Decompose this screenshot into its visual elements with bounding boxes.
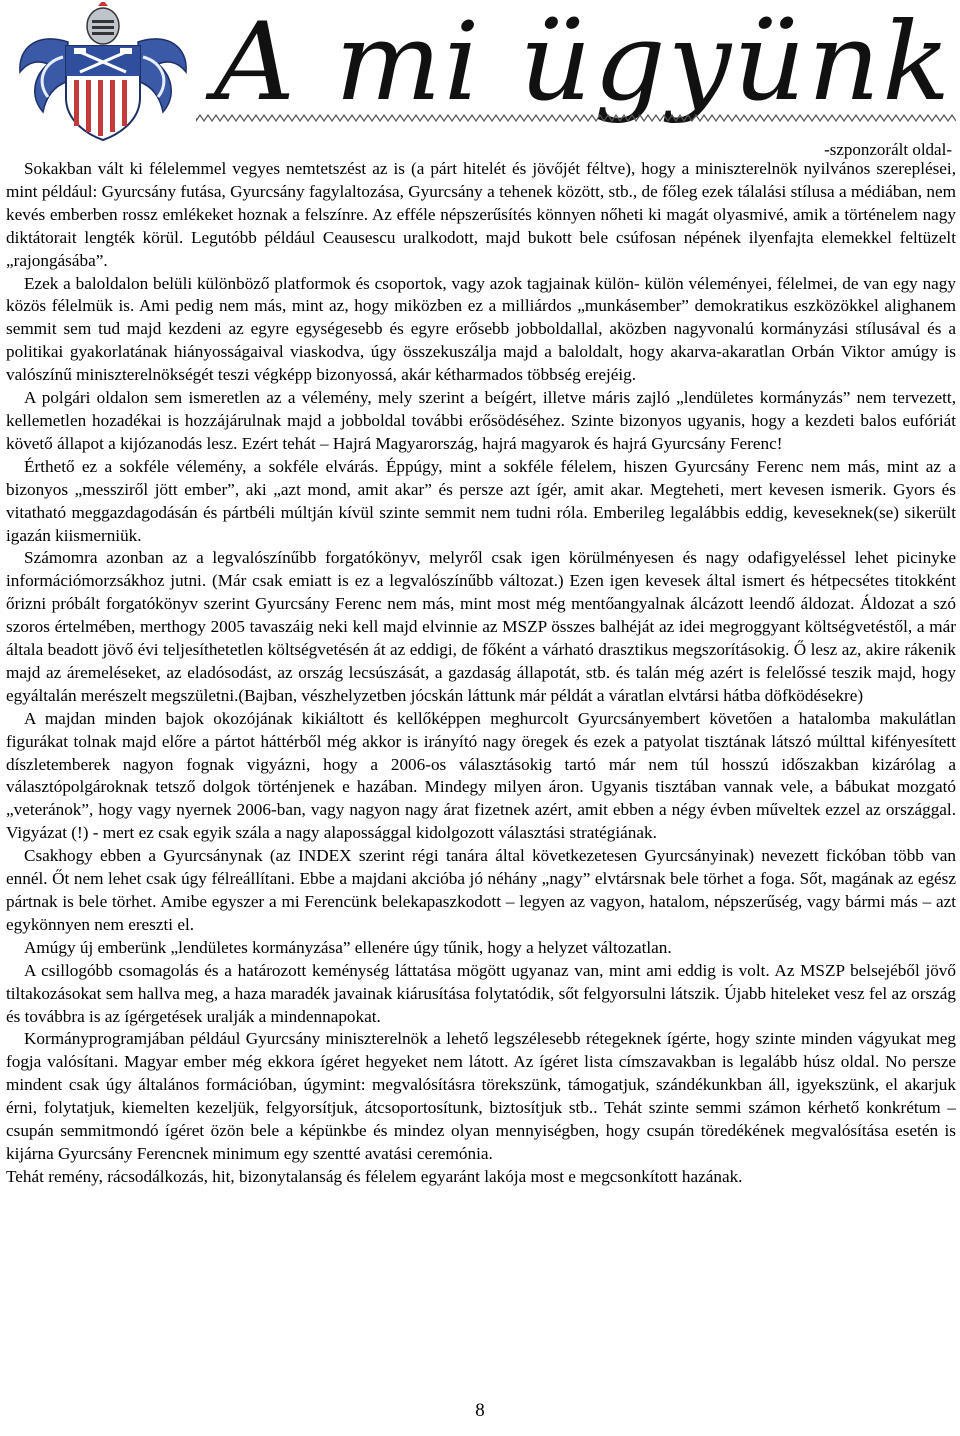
article-paragraph: Számomra azonban az a legvalószínűbb forgatókönyv, melyről csak igen körülményesen és nagy odafigyeléssel lehet picinyke információmorzsákhoz jutni. (Már csak emiatt is ez a legvalószínűbb változat.) Ezen igen kevesek által ismert és hétpecsétes titokként őrizni próbált forgatókönyv szerint Gyurcsány Ferenc nem más, mint most még mentőangyalnak álcázott leendő áldozat. Áldozat a szó szoros értelmében, merthogy 2005 tavaszáig neki kell majd elvinnie az MSZP összes balhéját az idei megroggyant költségvetéstől, a már általa beadott jövő évi teljesíthetetlen költségvetésén át az eddigi, de főként a várható drasztikus megszorításokig. Ő lesz az, akire rákenik majd az áremeléseket, az eladósodást, az ország lecsúszását, a gazdaság állapotát, stb. és talán még azért is felelőssé teszik majd, hogy egyáltalán merészelt megszületni.(Bajban, vészhelyzetben jócskán láttunk már példát a váratlan elvtársi hátba döfködésekre): [6, 548, 956, 705]
sponsored-label: -szponzorált oldal-: [824, 140, 952, 159]
article-body: [6, 158, 956, 1189]
article-paragraph: Csakhogy ebben a Gyurcsánynak (az INDEX szerint régi tanára által következetesen Gyurcsányinak) nevezett fickóban több van ennél. Őt nem lehet csak úgy félreállítani. Ebbe a majdani akcióba jó néhány „nagy” elvtársnak bele törhet a foga. Sőt, magának az egész pártnak is bele törhet. Amibe egyszer a mi Ferencünk belekapaszkodott – legyen az vagyon, hatalom, népszerűség, vagy bármi más – azt egykönnyen nem ereszti el.: [6, 846, 956, 934]
article-paragraph: Ezek a baloldalon belüli különböző platformok és csoportok, vagy azok tagjainak külön- külön véleményei, félelmei, de van egy nagy közös félelmük is. Ami pedig nem más, mint az, hogy miközben ez a milliárdos „munkásember” demokratikus eszközökkel alighanem semmit sem tud majd kezdeni az egyre egységesebb és egyre erősebb jobboldallal, aközben nagyvonalú kormányzási stílusával és a politikai gyakorlatának hiányosságaival viaskodva, úgy összekuszálja majd a baloldalt, hogy akarva-akaratlan Orbán Viktor amúgy is valószínű miniszterelnökségét teszi végképp bizonyossá, akár kétharmados többség erejéig.: [6, 273, 956, 385]
masthead-title: A mi ügyünk: [214, 0, 953, 125]
masthead-underline: [196, 114, 956, 122]
article-paragraph: Érthető ez a sokféle vélemény, a sokféle elvárás. Éppúgy, mint a sokféle félelem, hiszen Gyurcsány Ferenc nem más, mint az a bizonyos „messziről jött ember”, aki „azt mond, amit akar” és persze azt ígér, amit akar. Megteheti, mert kevesen ismerik. Gyors és vitatható meggazdagodásán és pártbéli múltján kívül szinte semmit nem tudni róla. Emberileg legalábbis eddig, keveseknek(se) sikerült igazán kiismerniük.: [6, 456, 956, 545]
article-paragraph: Kormányprogramjában például Gyurcsány miniszterelnök a lehető legszélesebb rétegeknek ígérte, hogy szinte minden vágyukat meg fogja valósítani. Magyar ember még ekkora ígéret hegyeket nem látott. Az ígéret lista címszavakban is legalább húsz oldal. No persze mindent csak úgy általános formációban, úgymint: megvalósításra törekszünk, támogatjuk, szándékunkban áll, igyekszünk, el akarjuk érni, folytatjuk, kiemelten kezeljük, felgyorsítjuk, átcsoportosítunk, biztosítjuk stb.. Tehát szinte semmi számon kérhető konkrétum – csupán semmitmondó ígéret özön bele a képünkbe és mindez olyan mennyiségben, hogy csupán töredékének megvalósítása esetén is kijárna Gyurcsány Ferencnek minimum egy szentté avatási ceremónia.: [6, 1029, 956, 1163]
article-paragraph: A csillogóbb csomagolás és a határozott keménység láttatása mögött ugyanaz van, mint ami eddig is volt. Az MSZP belsejéből jövő tiltakozásokat sem hallva meg, a haza maradék javainak kiárusítása folytatódik, sőt felgyorsulni látszik. Újabb hiteleket vesz fel az ország és továbbra is az ígérgetések uralják a mindennapokat.: [6, 960, 956, 1026]
article-paragraph: Amúgy új emberünk „lendületes kormányzása” ellenére úgy tűnik, hogy a helyzet változatlan.: [24, 937, 672, 957]
article-paragraph: Tehát remény, rácsodálkozás, hit, bizonytalanság és félelem egyaránt lakója most e megcsonkított hazának.: [6, 1166, 743, 1186]
coat-of-arms-icon: [8, 2, 198, 142]
page-number: 8: [475, 1400, 485, 1421]
article-paragraph: Sokakban vált ki félelemmel vegyes nemtetszést az is (a párt hitelét és jövőjét féltve), hogy a miniszterelnök nyilvános szereplései, mint például: Gyurcsány futása, Gyurcsány fagylaltozása, Gyurcsány a tehenek között, stb., de főleg ezek tálalási stílusa a médiában, nem kevés emberben rossz emlékeket hoznak a felszínre. Az efféle népszerűsítés könnyen nőheti ki magát olyasmivé, amik a történelem nagy diktátorait lengték körül. Legutóbb például Ceausescu uralkodott, majd bukott bele csúfosan népének ilyenfajta elemekkel feltüzelt „rajongásába”.: [6, 159, 956, 270]
article-paragraph: A polgári oldalon sem ismeretlen az a vélemény, mely szerint a beígért, illetve máris zajló „lendületes kormányzás” nem tervezett, kellemetlen hozadékai is hozzájárulnak majd a jobboldal további erősödéséhez. Szinte bizonyos ugyanis, hogy a kezdeti balos eufóriát követő állapot a kijózanodás lesz. Ezért tehát – Hajrá Magyarország, hajrá magyarok és hajrá Gyurcsány Ferenc!: [6, 388, 956, 453]
article-paragraph: A majdan minden bajok okozójának kikiáltott és kellőképpen meghurcolt Gyurcsányembert követően a hatalomba makulátlan figurákat tolnak majd előre a pártot háttérből még akkor is irányító nagy öregek és ezek a patyolat tisztának látszó múlttal kifényesített díszletemberek nagyon fognak vigyázni, hogy a 2006-os választásokig tartó már nem túl hosszú időszakban kizárólag a választópolgároknak tetsző dolgok történjenek e hazában. Mindegy milyen áron. Ugyanis tisztában vannak vele, a bábukat mozgató „veteránok”, hogy vagy nyernek 2006-ban, vagy nagyon nagy árat fizetnek azért, amit ebben a négy évben műveltek ezzel az országgal. Vigyázat (!) - mert ez csak egyik szála a nagy alapossággal kidolgozott választási stratégiának.: [6, 708, 956, 843]
